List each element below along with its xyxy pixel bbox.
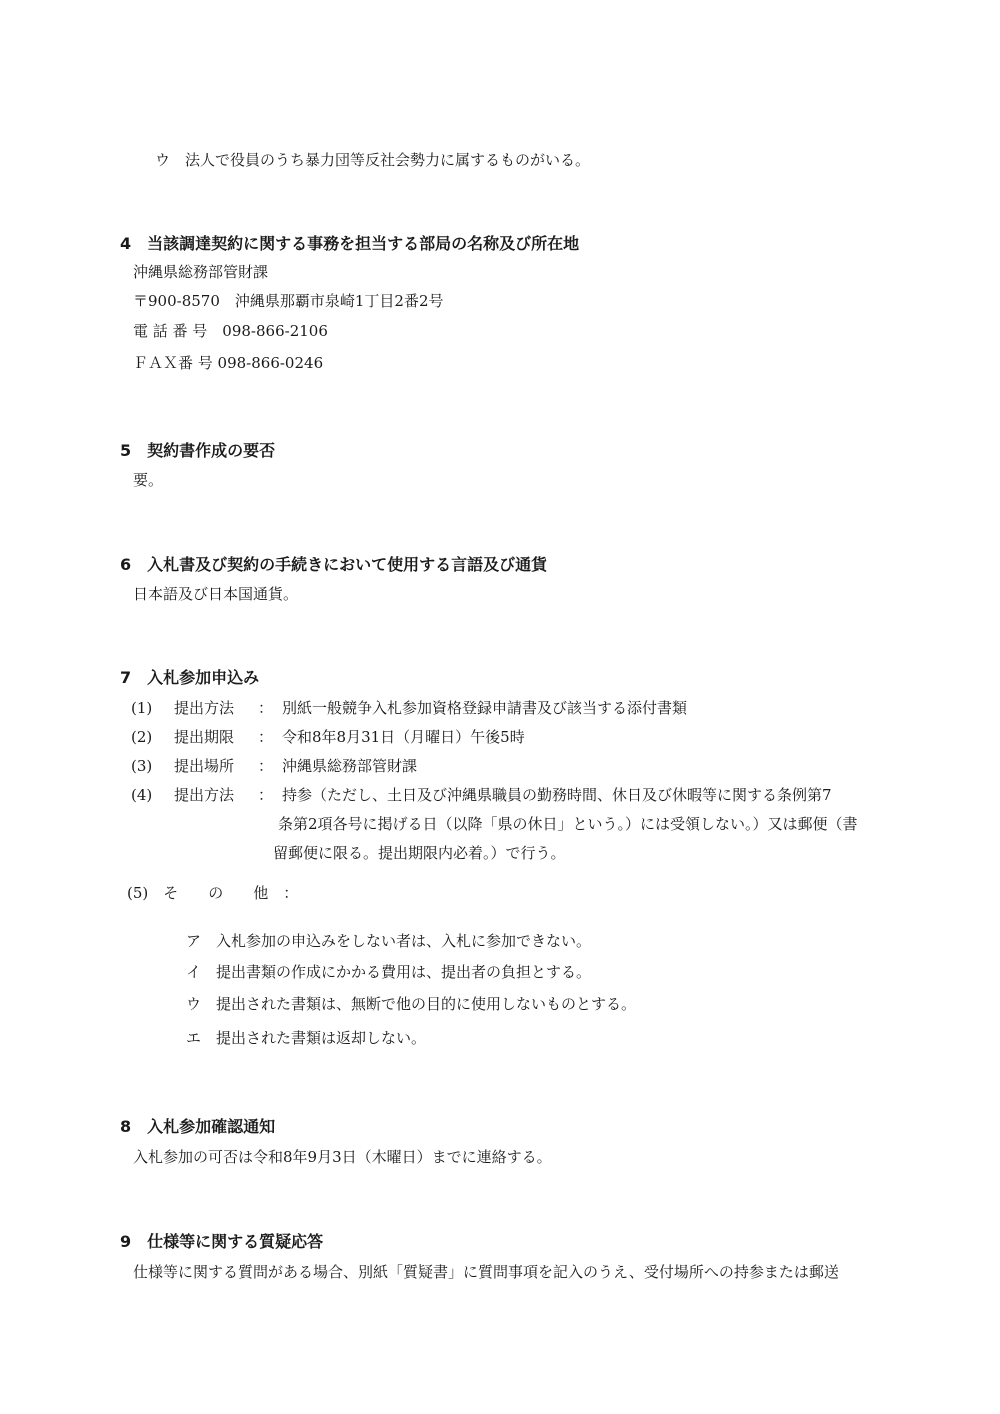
item-value: 持参（ただし、土日及び沖縄県職員の勤務時間、休日及び休暇等に関する条例第7 bbox=[282, 786, 832, 804]
item-value-continued: 留郵便に限る。提出期限内必着。）で行う。 bbox=[273, 844, 566, 862]
item-colon: ： bbox=[258, 786, 274, 804]
section-8-heading: 8 入札参加確認通知 bbox=[120, 1117, 276, 1136]
item-colon: ： bbox=[258, 699, 274, 717]
item-value-continued: 条第2項各号に掲げる日（以降「県の休日」という。）には受領しない。）又は郵便（書 bbox=[278, 815, 858, 833]
item-label: 提出方法 bbox=[174, 786, 235, 804]
section-9-heading: 9 仕様等に関する質疑応答 bbox=[120, 1232, 324, 1251]
top-item: ウ 法人で役員のうち暴力団等反社会勢力に属するものがいる。 bbox=[155, 151, 591, 169]
section-6-heading: 6 入札書及び契約の手続きにおいて使用する言語及び通貨 bbox=[120, 555, 548, 574]
section-9-body: 仕様等に関する質問がある場合、別紙「質疑書」に質問事項を記入のうえ、受付場所への持参または郵送 bbox=[133, 1263, 839, 1281]
item-number: (1) bbox=[131, 699, 153, 717]
section-6-body: 日本語及び日本国通貨。 bbox=[133, 585, 299, 603]
sub-item-a: ア 入札参加の申込みをしない者は、入札に参加できない。 bbox=[186, 932, 592, 950]
section-4-dept: 沖縄県総務部管財課 bbox=[133, 263, 269, 281]
section-4-heading: 4 当該調達契約に関する事務を担当する部局の名称及び所在地 bbox=[120, 234, 580, 253]
item-colon: ： bbox=[258, 728, 274, 746]
item-number: (3) bbox=[131, 757, 153, 775]
item-label: 提出期限 bbox=[174, 728, 235, 746]
item-label: 提出方法 bbox=[174, 699, 235, 717]
section-4-phone: 電 話 番 号 098-866-2106 bbox=[133, 322, 328, 340]
section-7-heading: 7 入札参加申込み bbox=[120, 668, 260, 687]
item-label: 提出場所 bbox=[174, 757, 235, 775]
section-5-body: 要。 bbox=[133, 471, 164, 489]
section-7-item-5: (5) そ の 他 ： bbox=[127, 884, 299, 902]
section-4-fax: ＦＡＸ番 号 098-866-0246 bbox=[133, 354, 324, 372]
sub-item-e: エ 提出された書類は返却しない。 bbox=[186, 1029, 427, 1047]
section-5-heading: 5 契約書作成の要否 bbox=[120, 441, 276, 460]
item-value: 令和8年8月31日（月曜日）午後5時 bbox=[282, 728, 525, 746]
item-value: 別紙一般競争入札参加資格登録申請書及び該当する添付書類 bbox=[282, 699, 688, 717]
sub-item-u: ウ 提出された書類は、無断で他の目的に使用しないものとする。 bbox=[186, 995, 637, 1013]
section-8-body: 入札参加の可否は令和8年9月3日（木曜日）までに連絡する。 bbox=[133, 1148, 552, 1166]
item-number: (2) bbox=[131, 728, 153, 746]
section-4-address: 〒900-8570 沖縄県那覇市泉崎1丁目2番2号 bbox=[133, 292, 444, 310]
item-value: 沖縄県総務部管財課 bbox=[282, 757, 418, 775]
sub-item-i: イ 提出書類の作成にかかる費用は、提出者の負担とする。 bbox=[186, 963, 592, 981]
item-colon: ： bbox=[258, 757, 274, 775]
item-number: (4) bbox=[131, 786, 153, 804]
